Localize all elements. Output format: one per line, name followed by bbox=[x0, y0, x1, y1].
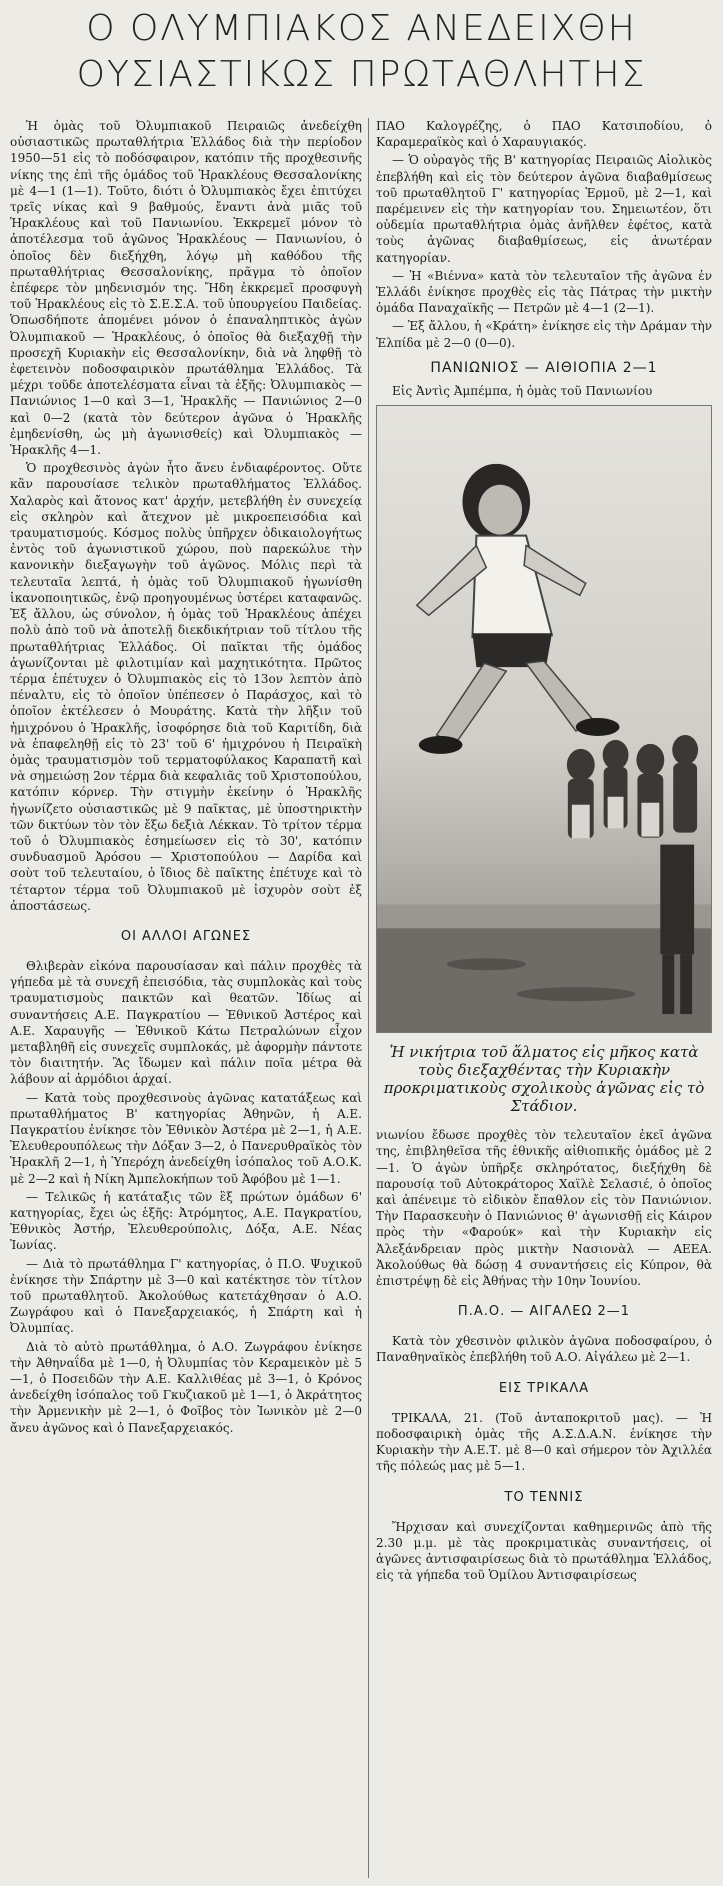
paragraph: Ἡ ὁμὰς τοῦ Ὀλυμπιακοῦ Πειραιῶς ἀνεδείχθη οὐσιαστικῶς πρωταθλήτρια Ἑλλάδος διὰ τὴν περίοδον 1950—51 εἰς τὸ ποδόσφαιρον, κατόπιν τῆς προχθεσινῆς νίκης της ἐπὶ τῆς ὁμάδος τοῦ Ἡρακλέους Θεσσαλονίκης μὲ 4—1 (1—1). Τοῦτο, διότι ὁ Ὀλυμπιακὸς ἔχει ἐπιτύχει τρεῖς νίκας καὶ 9 βαθμούς, ἔναντι ἀνὰ μιᾶς τοῦ Ἡρακλέους καὶ τοῦ Πανιωνίου. Ἐκκρεμεῖ μόνον τὸ ἀποτέλεσμα τοῦ ἀγῶνος Ἡρακλέους — Πανιωνίου, ὁ ὁποῖος δὲν διεξήχθη, λόγῳ μὴ καθόδου τῆς πρωταθλήτριας Θεσσαλονίκης, πρᾶγμα τὸ ὁποῖον ἐπέφερε τὸν μηδενισμόν της. Ἤδη ἐκκρεμεῖ προσφυγὴ τοῦ Ἡρακλέους εἰς τὸ Σ.Ε.Σ.Α. τοῦ ὑπουργείου Παιδείας. Ὁπωσδήποτε ἀπομένει μόνον ὁ ἐπαναληπτικὸς ἀγὼν Ὀλυμπιακοῦ — Ἡρακλέους, ὁ ὁποῖος θὰ διεξαχθῇ τὴν προσεχῆ Κυριακὴν εἰς Θεσσαλονίκην, διὰ νὰ ληφθῇ τὸ ἐφετεινὸν ποδοσφαιρικὸν πρωτάθλημα Ἑλλάδος. Τὰ μέχρι τοῦδε ἀποτελέσματα εἶναι τὰ ἑξῆς: Ὀλυμπιακὸς — Πανιώνιος 1—0 καὶ 3—1, Ἡρακλῆς — Πανιώνιος 2—0 καὶ 0—2 (κατὰ τὸν δεύτερον ἀγῶνα ὁ Ἡρακλῆς ἐμηδενίσθη, ὡς μὴ ἀγωνισθείς) καὶ Ὀλυμπιακὸς — Ἡρακλῆς 4—1. bbox=[10, 119, 362, 458]
headline-line-1: Ο ΟΛΥΜΠΙΑΚΟΣ ΑΝΕΔΕΙΧΘΗ bbox=[86, 8, 637, 49]
column-divider bbox=[368, 118, 369, 1878]
section-heading: ΟΙ ΑΛΛΟΙ ΑΓΩΝΕΣ bbox=[120, 928, 252, 944]
headline bbox=[0, 6, 723, 98]
paragraph: Εἰς Ἀντὶς Ἀμπέμπα, ἡ ὁμὰς τοῦ Πανιωνίου bbox=[392, 383, 653, 398]
right-column bbox=[376, 118, 712, 1886]
paragraph: — Ὁ οὐραγὸς τῆς Β' κατηγορίας Πειραιῶς Αἰολικὸς ἐπεβλήθη καὶ εἰς τὸν δεύτερον ἀγῶνα διαβαθμίσεως τοῦ πρωταθλητοῦ Γ' κατηγορίας Ἑρμοῦ, μὲ 2—1, καὶ παρέμεινεν εἰς τὴν κατηγορίαν του. Σημειωτέον, ὅτι οὐδεμία πρωταθλήτρια ὁμὰς ἀνῆλθεν ἐφέτος, κατὰ τοὺς ἀγῶνας διαβαθμίσεως, εἰς ἀνωτέραν κατηγορίαν. bbox=[376, 153, 712, 265]
section-heading: ΤΟ ΤΕΝΝΙΣ bbox=[504, 1489, 584, 1505]
paragraph: — Διὰ τὸ πρωτάθλημα Γ' κατηγορίας, ὁ Π.Ο. Ψυχικοῦ ἐνίκησε τὴν Σπάρτην μὲ 3—0 καὶ κατέκτησε τὸν τίτλον τοῦ πρωταθλητοῦ. Ἀκολούθως κατετάχθησαν ὁ Α.Ο. Ζωγράφου καὶ ὁ Πανεξαρχειακός, ἡ Σπάρτη καὶ ἡ Ὀλυμπίας. bbox=[10, 1256, 362, 1336]
headline-line-2: ΟΥΣΙΑΣΤΙΚΩΣ ΠΡΩΤΑΘΛΗΤΗΣ bbox=[76, 54, 647, 95]
section-heading: ΕΙΣ ΤΡΙΚΑΛΑ bbox=[498, 1380, 590, 1396]
paragraph: Ὁ προχθεσινὸς ἀγὼν ἦτο ἄνευ ἐνδιαφέροντος. Οὔτε κἂν παρουσίασε τελικὸν πρωταθλήματος Ἑλλάδος. Χαλαρὸς καὶ ἄτονος κατ' ἀρχήν, μετεβλήθη ἐν συνεχείᾳ εἰς σκληρὸν καὶ ἄτεχνον μὲ μικροεπεισόδια καὶ τραυματισμούς. Κόσμος πολὺς ὑπῆρχεν ὀδικαιολογήτως ἐντὸς τοῦ ἀγωνιστικοῦ χώρου, ποὺ παρεκώλυε τὴν κανονικὴν διεξαγωγὴν τοῦ ἀγῶνος. Μόλις περὶ τὰ τελευταῖα λεπτά, ἡ ὁμὰς τοῦ Ὀλυμπιακοῦ ἠγωνίσθη ἱκανοποιητικῶς, ἐνῷ προηγουμένως ὑστέρει καταφανῶς. Ἐξ ἄλλου, ὡς σύνολον, ἡ ὁμὰς τοῦ Ἡρακλέους ἀπέχει πολὺ ἀπὸ τοῦ νὰ ἀποτελῇ διεκδικήτριαν τοῦ τίτλου τῆς πρωταθλήτριας Ἑλλάδος. Οἱ παῖκται τῆς ὁμάδος ἀγωνίζονται μὲ φιλοτιμίαν καὶ μαχητικότητα. Πρῶτος τέρμα ἐπέτυχεν ὁ Ὀλυμπιακὸς εἰς τὸ 13ον λεπτὸν ἀπὸ πέναλτυ, εἰς τὸ ὁποῖον ὑπέπεσεν ὁ Παράσχος, καὶ τὸ ὁποῖον ἐκτέλεσεν ὁ Μουράτης. Κατὰ τὴν λῆξιν τοῦ ἡμιχρόνου ὁ Ἡρακλῆς, ἰσοφόρησε διὰ τοῦ Καριτίδη, διὰ νὰ ἐπαφεληθῇ εἰς τὸ 23' τοῦ 6' ἡμιχρόνου ἡ Πειραϊκὴ ὁμὰς τραυματισμὸν τοῦ τερματοφύλακος Καραπατῆ καὶ νὰ σημειώσῃ 2ον τέρμα διὰ κεφαλιᾶς τοῦ Χριστοπούλου, κατόπιν κόρνερ. Τὴν στιγμὴν ἐκείνην ὁ Ἡρακλῆς ἠγωνίζετο οὐσιαστικῶς μὲ 9 παῖκτας, μὲ ὑποστηρικτὴν τῶν δικτύων τὸν τὸν ἔξω δεξιὰ Λέκκαν. Τὸ τρίτον τέρμα τοῦ ὁ Ὀλυμπιακὸς ἐσημείωσεν εἰς τὸ 30', κατόπιν συνδυασμοῦ Ἀρόσου — Χριστοπούλου — Δαρίδα καὶ σοὺτ τοῦ τελευταίου, ὁ ἴδιος δὲ παῖκτης ἐπέτυχε καὶ τὸ τέταρτον τέρμα τοῦ Ὀλυμπιακοῦ μὲ ἰσχυρὸν σοὺτ ἐξ ἀποστάσεως. bbox=[10, 461, 362, 913]
paragraph: Διὰ τὸ αὐτὸ πρωτάθλημα, ὁ Α.Ο. Ζωγράφου ἐνίκησε τὴν Ἀθηναΐδα μὲ 1—0, ἡ Ὀλυμπίας τὸν Κεραμεικὸν μὲ 5—1, ὁ Ποσειδῶν τὴν Α.Ε. Καλλιθέας μὲ 3—1, ὁ Κρόνος ἀνεδείχθη ἰσόπαλος τοῦ Γκυζιακοῦ μὲ 1—1, ὁ Ἀκράτητος τὴν Ἀρμενικὴν μὲ 2—1, ὁ Φοῖβος τὸν Ἰωνικὸν μὲ 2—0 ἄνευ ἀγῶνος καὶ ὁ Πανεξαρχειακός. bbox=[10, 1339, 362, 1435]
photo-long-jump-athlete bbox=[376, 405, 712, 1033]
photo-caption: Ἡ νικήτρια τοῦ ἅλματος εἰς μῆκος κατὰ τοὺς διεξαχθέντας τὴν Κυριακὴν προκριματικοὺς σχολικοὺς ἀγῶνας εἰς τὸ Στάδιον. bbox=[383, 1043, 705, 1116]
paragraph: νιωνίου ἔδωσε προχθὲς τὸν τελευταῖον ἐκεῖ ἀγῶνα της, ἐπιβληθεῖσα τῆς ἐθνικῆς αἰθιοπικῆς ὁμάδος μὲ 2—1. Ὁ ἀγὼν ὑπῆρξε σκληρότατος, διεξήχθη δὲ παρουσίᾳ τοῦ Αὐτοκράτορος Χαϊλὲ Σελασιέ, ὁ ὁποῖος καὶ ἀπένειμε τὸ εἰδικὸν ἔπαθλον εἰς τὸν Πανιώνιον. Τὴν Παρασκευὴν ὁ Πανιώνιος θ' ἀγωνισθῇ εἰς Κάιρον πρὸς τὴν «Φαρούκ» καὶ τὴν Κυριακὴν εἰς Ἀλεξάνδρειαν πρὸς μικτὴν Νασιονὰλ — ΑΕΕΑ. Ἀκολούθως θὰ δώσῃ 4 συναντήσεις εἰς Κύπρον, θὰ ἐπιστρέψῃ δὲ εἰς Ἀθήνας τὴν 10ην Ἰουνίου. bbox=[376, 1128, 712, 1289]
paragraph: Ἤρχισαν καὶ συνεχίζονται καθημερινῶς ἀπὸ τῆς 2.30 μ.μ. μὲ τὰς προκριματικὰς συναντήσεις, οἱ ἀγῶνες ἀντισφαιρίσεως διὰ τὸ πρωτάθλημα Ἑλλάδος, εἰς τὰ γήπεδα τοῦ Ὁμίλου Ἀντισφαιρίσεως bbox=[376, 1519, 712, 1583]
section-heading: ΠΑΝΙΩΝΙΟΣ — ΑΙΘΙΟΠΙΑ 2—1 bbox=[430, 359, 658, 376]
paragraph: ΠΑΟ Καλογρέζης, ὁ ΠΑΟ Κατσιποδίου, ὁ Καραμεραϊκὸς καὶ ὁ Χαραυγιακός. bbox=[376, 119, 712, 150]
paragraph: ΤΡΙΚΑΛΑ, 21. (Τοῦ ἀνταποκριτοῦ μας). — Ἡ ποδοσφαιρικὴ ὁμὰς τῆς Α.Σ.Δ.Α.Ν. ἐνίκησε τὴν Κυριακὴν τὴν Α.Ε.Τ. μὲ 8—0 καὶ σήμερον τὸν Ἀχιλλέα τῆς πόλεώς μας μὲ 5—1. bbox=[376, 1410, 712, 1474]
paragraph: Κατὰ τὸν χθεσινὸν φιλικὸν ἀγῶνα ποδοσφαίρου, ὁ Παναθηναϊκὸς ἐπεβλήθη τοῦ Α.Ο. Αἰγάλεω μὲ 2—1. bbox=[376, 1334, 712, 1365]
paragraph: — Τελικῶς ἡ κατάταξις τῶν ἓξ πρώτων ὁμάδων 6' κατηγορίας, ἔχει ὡς ἑξῆς: Ἀτρόμητος, Α.Ε. Παγκρατίου, Ἐθνικὸς Ἀστήρ, Ἐλευθερούπολις, Δόξα, Α.Ε. Νέας Ἰωνίας. bbox=[10, 1189, 362, 1253]
paragraph: — Ἐξ ἄλλου, ἡ «Κράτη» ἐνίκησε εἰς τὴν Δράμαν τὴν Ἐλπίδα μὲ 2—0 (0—0). bbox=[376, 319, 712, 350]
section-heading: Π.Α.Ο. — ΑΙΓΑΛΕΩ 2—1 bbox=[457, 1304, 631, 1320]
paragraph: Θλιβερὰν εἰκόνα παρουσίασαν καὶ πάλιν προχθὲς τὰ γήπεδα μὲ τὰ συνεχῆ ἐπεισόδια, τὰς συμπλοκὰς καὶ τοὺς τραυματισμοὺς παικτῶν καὶ θεατῶν. Ἰδίως αἱ συναντήσεις Α.Ε. Παγκρατίου — Ἐθνικοῦ Ἀστέρος καὶ Α.Ε. Χαραυγῆς — Ἐθνικοῦ Κάτω Πετραλώνων εἶχον μεταβληθῆ εἰς συνεχεῖς συμπλοκάς, μὲ ἀφορμὴν πάντοτε τὸν διαιτητήν. Ἂς ἴδωμεν καὶ πάλιν ποῖα μέτρα θὰ λάβουν αἱ ἁρμόδιοι ἀρχαί. bbox=[10, 958, 362, 1087]
left-column bbox=[10, 118, 362, 1886]
paragraph: — Κατὰ τοὺς προχθεσινοὺς ἀγῶνας κατατάξεως καὶ πρωταθλήματος Β' κατηγορίας Ἀθηνῶν, ἡ Α.Ε. Παγκρατίου ἐνίκησε τὸν Ἐθνικὸν Ἀστέρα μὲ 2—1, ἡ Α.Ε. Ἐλευθερουπόλεως τὴν Δόξαν 3—2, ὁ Πανερυθραϊκὸς τὸν Ἡρακλῆ 2—1, ἡ Ὑπερόχη ἀνεδείχθη ἰσόπαλος τοῦ Α.Ο.Κ. μὲ 2—2 καὶ ἡ Νίκη Ἀμπελοκήπων τοῦ Ἀφόβου μὲ 1—1. bbox=[10, 1090, 362, 1186]
paragraph: — Ἡ «Βιέννα» κατὰ τὸν τελευταῖον τῆς ἀγῶνα ἐν Ἑλλάδι ἐνίκησε προχθὲς εἰς τὰς Πάτρας τὴν μικτὴν ὁμάδα Παναχαϊκῆς — Πετρῶν μὲ 4—1 (2—1). bbox=[376, 268, 712, 316]
